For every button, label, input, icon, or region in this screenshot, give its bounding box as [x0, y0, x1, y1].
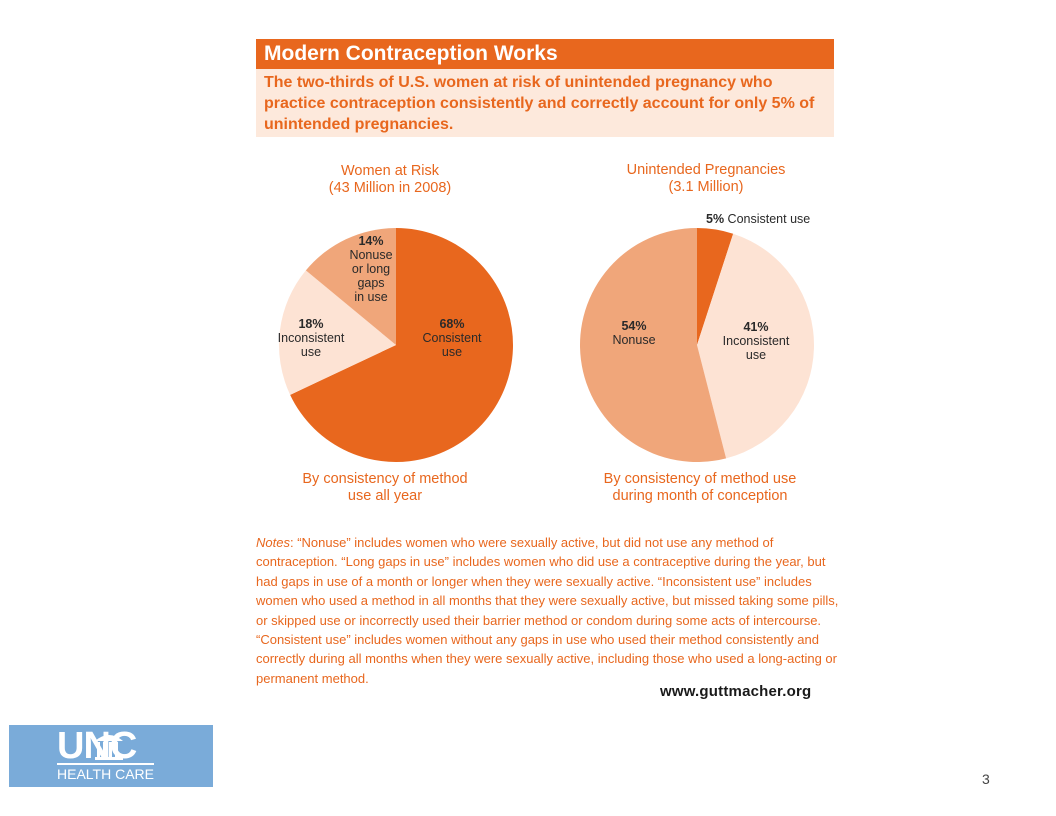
unc-health-care-logo [9, 725, 213, 787]
logo-subtext: HEALTH CARE [57, 763, 154, 782]
chart2-caption-line1: By consistency of method use [603, 471, 797, 487]
chart1-title-line1: Women at Risk [340, 163, 440, 179]
source-url[interactable]: www.guttmacher.org [660, 683, 812, 700]
chart2-slice-3-label: 54% Nonuse [612, 319, 656, 347]
logo-text: UNC [57, 725, 137, 767]
notes-label: Notes [256, 535, 290, 550]
notes-text [256, 533, 846, 688]
chart2-slice-1-label: 5% Consistent use [706, 212, 811, 226]
chart2-title-line2: (3.1 Million) [668, 179, 744, 195]
chart1-caption-line1: By consistency of method [302, 471, 468, 487]
slide-title: Modern Contraception Works [256, 39, 834, 69]
chart2-caption-line2: during month of conception [612, 488, 788, 504]
chart1-title-line2: (43 Million in 2008) [328, 180, 452, 196]
chart1-slice-1-label: 68% Consistent use [422, 317, 482, 359]
slide-subtitle: The two-thirds of U.S. women at risk of unintended pregnancy who practice contraception consistently and correctly account for only 5% of unintended pregnancies. [256, 69, 834, 137]
chart1-slice-2-label: 18% Inconsistent use [277, 317, 345, 359]
chart2-caption [575, 471, 825, 505]
chart1-slice-3-label: 14% Nonuse or long gaps in use [349, 234, 393, 304]
page-number: 3 [982, 771, 990, 787]
chart2-title-line1: Unintended Pregnancies [626, 162, 786, 178]
chart1-caption [270, 471, 500, 505]
chart1-caption-line2: use all year [347, 488, 423, 504]
notes-body: : “Nonuse” includes women who were sexually active, but did not use any method of contraception. “Long gaps in use” includes women who did use a contraceptive during the year, but had gaps in use of a month or longer when they were sexually active. “Inconsistent use” includes women who used a method in all months that they were sexually active, but missed taking some pills, or skipped use or incorrectly used their barrier method or condom during some acts of intercourse. “Consistent use” includes women without any gaps in use who used their method consistently and correctly during all months when they were sexually active, including those who used a long-acting or permanent method. [256, 535, 839, 686]
chart2-slice-2-label: 41% Inconsistent use [722, 320, 790, 362]
